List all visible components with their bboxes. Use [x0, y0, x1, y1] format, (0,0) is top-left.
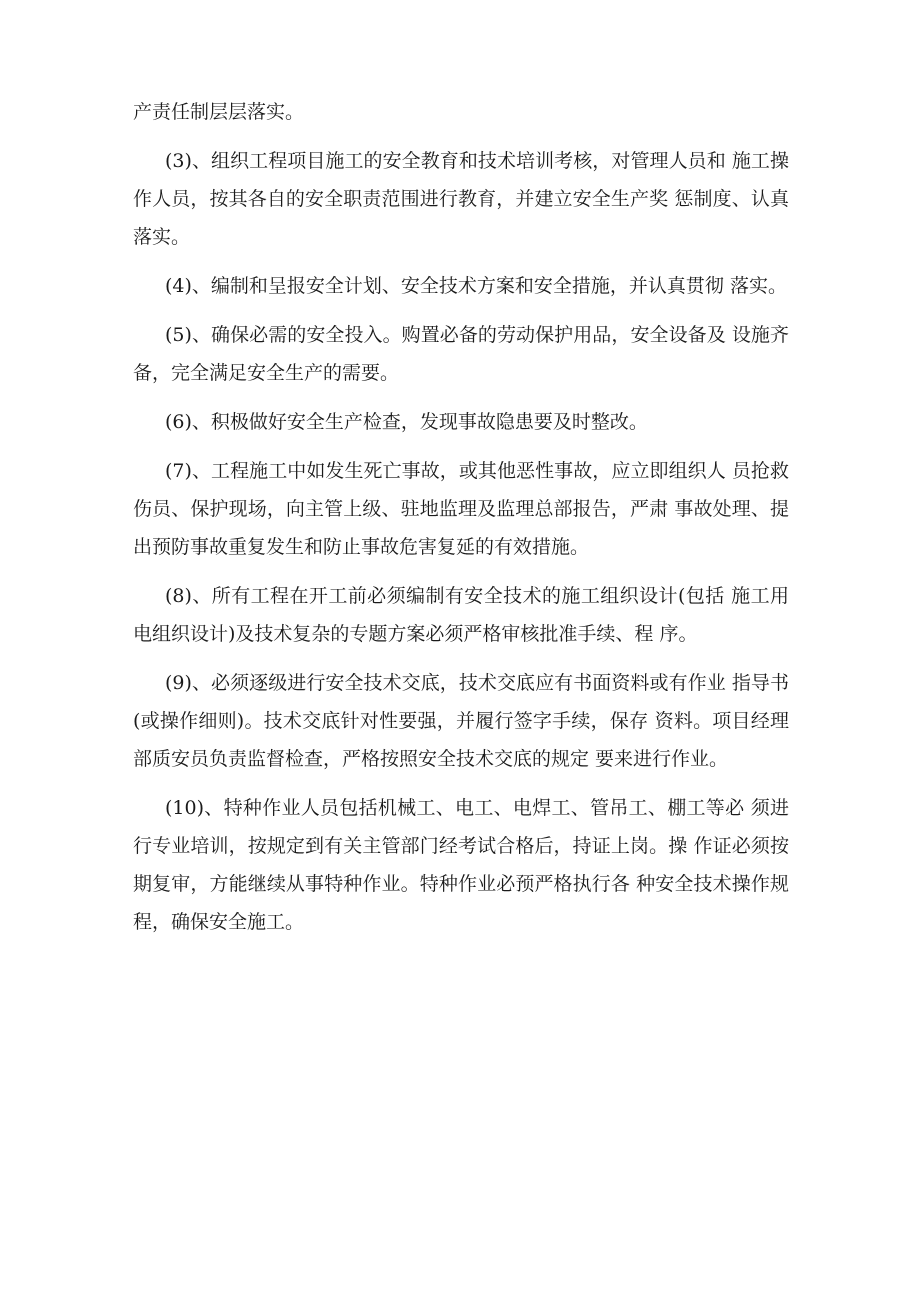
paragraph-item-5: (5)、确保必需的安全投入。购置必备的劳动保护用品，安全设备及 设施齐备，完全满足安全生产的需要。	[133, 324, 789, 384]
paragraph-item-4: (4)、编制和呈报安全计划、安全技术方案和安全措施，并认真贯彻 落实。	[165, 275, 787, 297]
paragraph-item-7: (7)、工程施工中如发生死亡事故，或其他恶性事故，应立即组织人 员抢救伤员、保护现场，向主管上级、驻地监理及监理总部报告，严肃 事故处理、提出预防事故重复发生和防止事故危害复延的有效措施。	[133, 460, 789, 558]
paragraph-item-9: (9)、必须逐级进行安全技术交底，技术交底应有书面资料或有作业 指导书(或操作细则)。技术交底针对性要强，并履行签字手续，保存 资料。项目经理部质安员负责监督检查，严格按照安全技术交底的规定 要来进行作业。	[133, 672, 789, 770]
paragraph-continuation: 产责任制层层落实。	[133, 101, 305, 123]
document-body	[133, 93, 789, 952]
paragraph-item-6: (6)、积极做好安全生产检查，发现事故隐患要及时整改。	[165, 411, 648, 433]
paragraph-item-10: (10)、特种作业人员包括机械工、电工、电焊工、管吊工、棚工等必 须进行专业培训，按规定到有关主管部门经考试合格后，持证上岗。操 作证必须按期复审，方能继续从事特种作业。特种作业必预严格执行各 种安全技术操作规程，确保安全施工。	[133, 797, 789, 933]
paragraph-item-3: (3)、组织工程项目施工的安全教育和技术培训考核，对管理人员和 施工操作人员，按其各自的安全职责范围进行教育，并建立安全生产奖 惩制度、认真落实。	[133, 150, 789, 248]
paragraph-item-8: (8)、所有工程在开工前必须编制有安全技术的施工组织设计(包括 施工用电组织设计)及技术复杂的专题方案必须严格审核批准手续、程 序。	[133, 585, 789, 645]
